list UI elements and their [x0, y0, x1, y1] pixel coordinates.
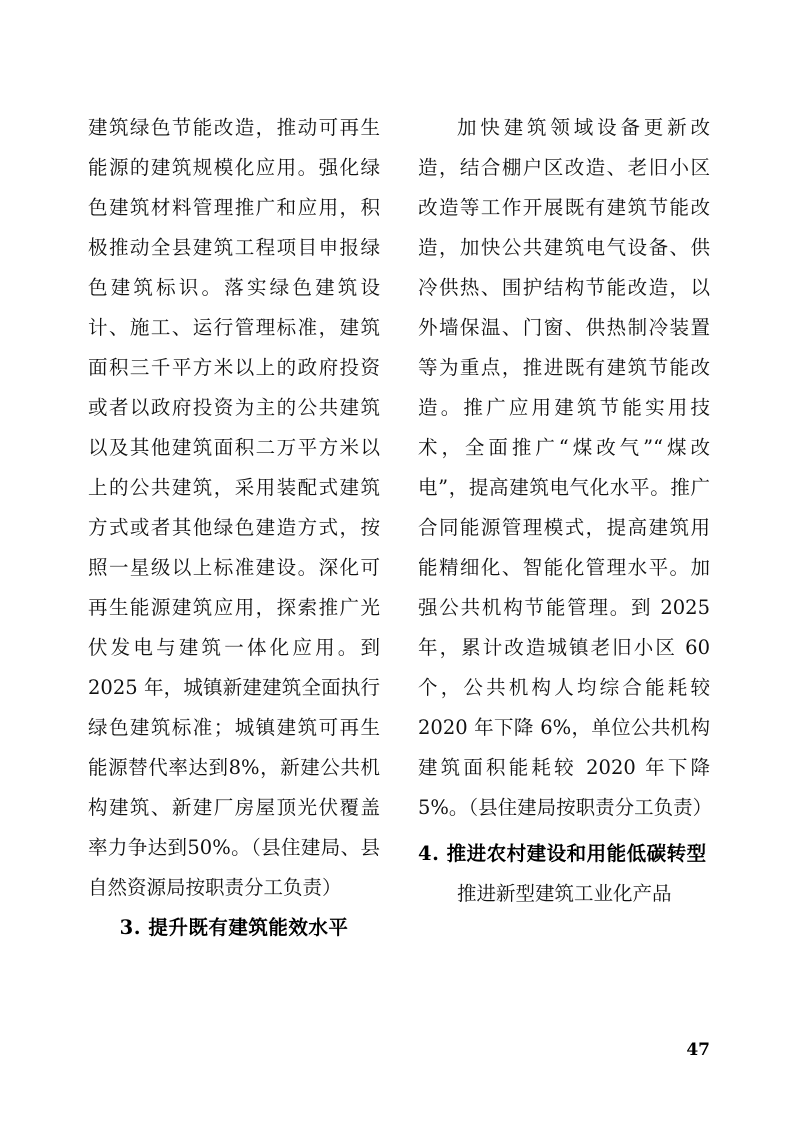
right-column-paragraph-1: 加快建筑领域设备更新改造，结合棚户区改造、老旧小区改造等工作开展既有建筑节能改造，加快公共建筑电气设备、供冷供热、围护结构节能改造，以外墙保温、门窗、供热制冷装置等为重点，推进既有建筑节能改造。推广应用建筑节能实用技术，全面推广“煤改气”“煤改电”，提高建筑电气化水平。推广合同能源管理模式，提高建筑用能精细化、智能化管理水平。加强公共机构节能管理。到 2025 年，累计改造城镇老旧小区 60 个，公共机构人均综合能耗较 2020 年下降 6%，单位公共机构建筑面积能耗较 2020 年下降 5%。（县住建局按职责分工负责）: [418, 116, 713, 819]
left-column: [88, 108, 380, 948]
right-column-paragraph-2: 推进新型建筑工业化产品: [457, 882, 672, 905]
left-column-paragraph: 建筑绿色节能改造，推动可再生能源的建筑规模化应用。强化绿色建筑材料管理推广和应用，积极推动全县建筑工程项目申报绿色建筑标识。落实绿色建筑设计、施工、运行管理标准，建筑面积三千平方米以上的政府投资或者以政府投资为主的公共建筑以及其他建筑面积二万平方米以上的公共建筑，采用装配式建筑方式或者其他绿色建造方式，按照一星级以上标准建设。深化可再生能源建筑应用，探索推广光伏发电与建筑一体化应用。到 2025 年，城镇新建建筑全面执行绿色建筑标准；城镇建筑可再生能源替代率达到8%，新建公共机构建筑、新建厂房屋顶光伏覆盖率力争达到50%。（县住建局、县自然资源局按职责分工负责）: [88, 116, 380, 899]
two-column-body: [88, 108, 713, 948]
section-heading-3: 3. 提升既有建筑能效水平: [119, 916, 349, 939]
section-heading-4: 4. 推进农村建设和用能低碳转型: [418, 842, 707, 865]
right-column: [418, 108, 713, 948]
page-number: 47: [686, 1040, 710, 1060]
